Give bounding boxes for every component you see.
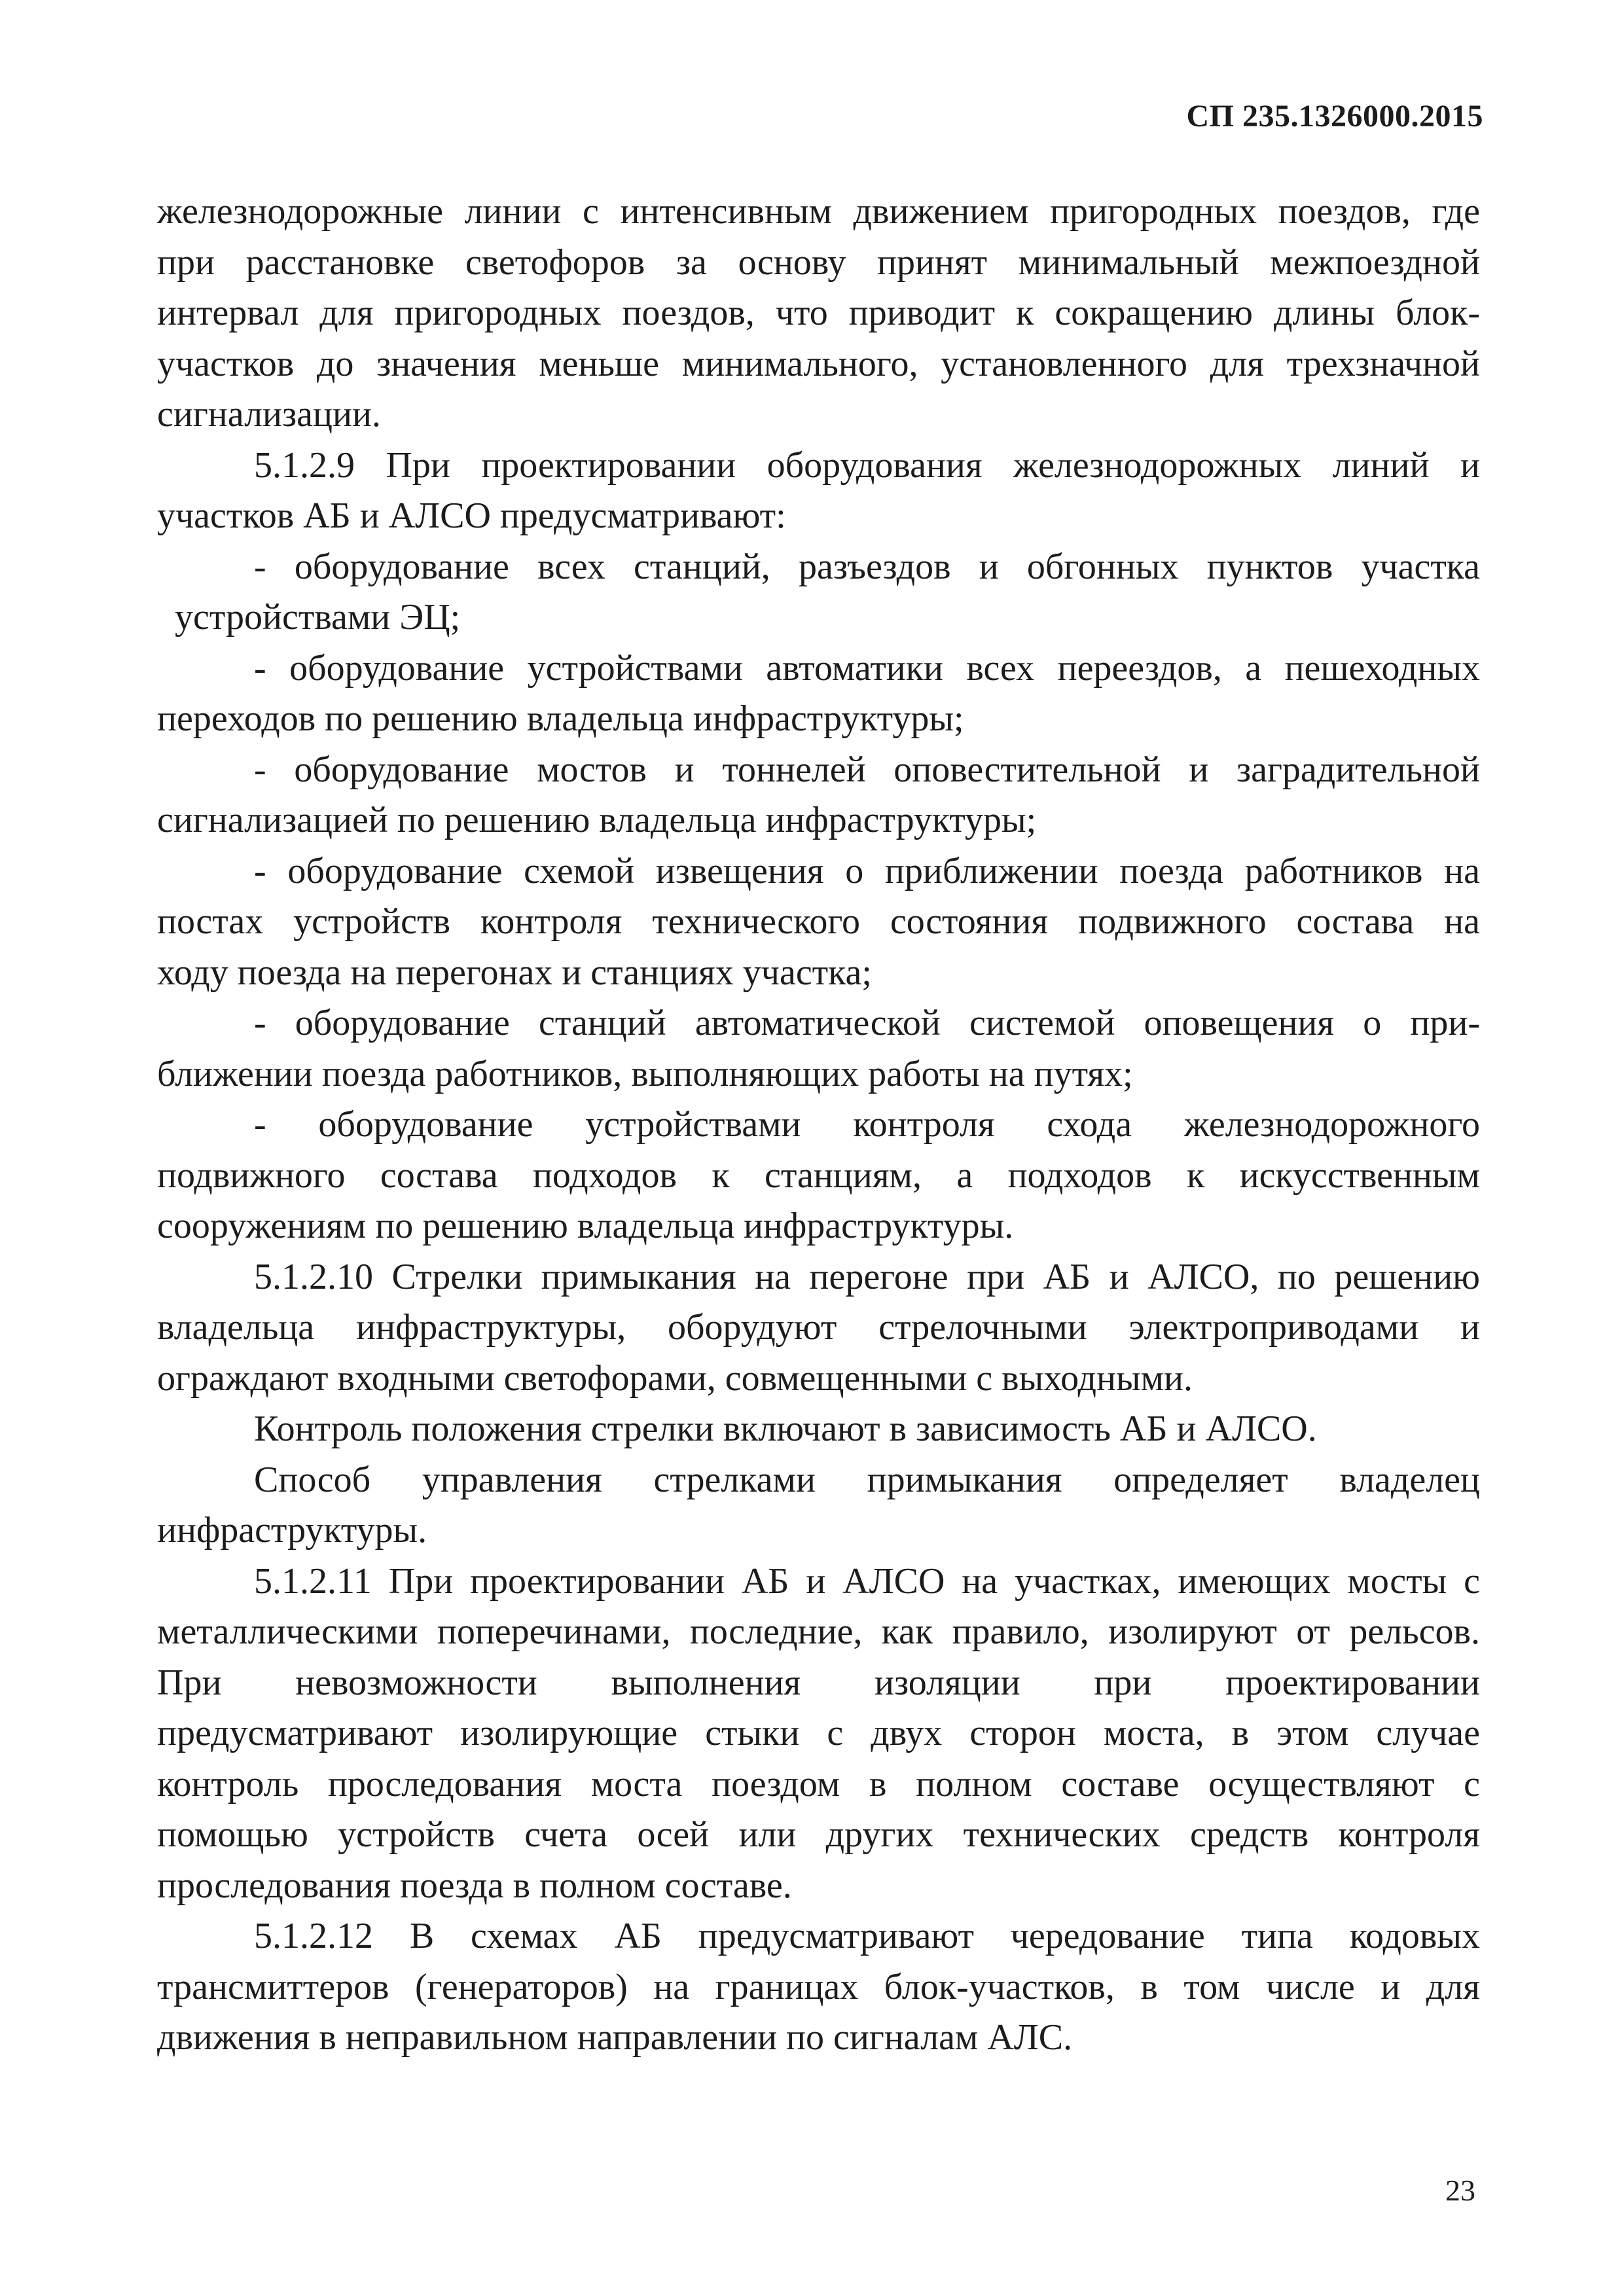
text-line: предусматривают изолирующие стыки с двух сторон моста, в этом случае <box>157 1713 1480 1753</box>
text-line: Способ управления стрелками примыкания определяет владелец <box>254 1459 1480 1500</box>
text-line: Контроль положения стрелки включают в зависимость АБ и АЛСО. <box>254 1408 1317 1449</box>
body-text <box>157 187 1480 2064</box>
text-line: подвижного состава подходов к станциям, а подходов к искусственным <box>157 1155 1480 1196</box>
text-line: ближении поезда работников, выполняющих работы на путях; <box>157 1053 1133 1094</box>
text-line: интервал для пригородных поездов, что приводит к сокращению длины блок- <box>157 293 1480 333</box>
text-line: движения в неправильном направлении по сигналам АЛС. <box>157 2017 1073 2058</box>
text-line: при расстановке светофоров за основу принят минимальный межпоездной <box>157 242 1480 283</box>
text-line: железнодорожные линии с интенсивным движением пригородных поездов, где <box>157 191 1480 232</box>
document-code-header: СП 235.1326000.2015 <box>1186 99 1483 134</box>
clause-5-1-2-12-line: 5.1.2.12 В схемах АБ предусматривают чередование типа кодовых <box>254 1916 1480 1956</box>
list-item-line: - оборудование устройствами контроля схода железнодорожного <box>254 1104 1480 1145</box>
text-line: контроль проследования моста поездом в полном составе осуществляют с <box>157 1763 1480 1804</box>
text-line: металлическими поперечинами, последние, как правило, изолируют от рельсов. <box>157 1611 1480 1652</box>
text-line: трансмиттеров (генераторов) на границах блок-участков, в том числе и для <box>157 1966 1480 2007</box>
list-item-line: - оборудование станций автоматической системой оповещения о при- <box>254 1003 1480 1043</box>
text-line: инфраструктуры. <box>157 1510 427 1551</box>
list-item-line: - оборудование мостов и тоннелей оповестительной и заградительной <box>254 749 1480 790</box>
clause-5-1-2-9-line: 5.1.2.9 При проектировании оборудования железнодорожных линий и <box>254 444 1480 486</box>
text-line: переходов по решению владельца инфраструктуры; <box>157 698 964 739</box>
clause-5-1-2-11-line: 5.1.2.11 При проектировании АБ и АЛСО на участках, имеющих мосты с <box>254 1560 1480 1602</box>
text-line: участков до значения меньше минимального, установленного для трехзначной <box>157 343 1480 384</box>
text-line: постах устройств контроля технического состояния подвижного состава на <box>157 901 1480 942</box>
page-number: 23 <box>1445 2174 1475 2207</box>
text-line: устройствами ЭЦ; <box>175 597 461 637</box>
text-line: владельца инфраструктуры, оборудуют стрелочными электроприводами и <box>157 1307 1480 1348</box>
text-line: сигнализацией по решению владельца инфраструктуры; <box>157 800 1037 840</box>
text-line: помощью устройств счета осей или других технических средств контроля <box>157 1814 1480 1855</box>
text-line: При невозможности выполнения изоляции при проектировании <box>157 1662 1480 1703</box>
list-item-line: - оборудование схемой извещения о приближении поезда работников на <box>254 850 1480 891</box>
text-line: сигнализации. <box>157 394 381 435</box>
list-item-line: - оборудование устройствами автоматики всех переездов, а пешеходных <box>254 647 1480 689</box>
text-line: участков АБ и АЛСО предусматривают: <box>157 495 786 536</box>
text-line: проследования поезда в полном составе. <box>157 1865 792 1906</box>
text-line: сооружениям по решению владельца инфраструктуры. <box>157 1206 1014 1246</box>
text-line: ходу поезда на перегонах и станциях участка; <box>157 952 872 993</box>
clause-5-1-2-10-line: 5.1.2.10 Стрелки примыкания на перегоне при АБ и АЛСО, по решению <box>254 1256 1480 1297</box>
text-line: ограждают входными светофорами, совмещенными с выходными. <box>157 1357 1193 1399</box>
list-item-line: - оборудование всех станций, разъездов и обгонных пунктов участка <box>254 546 1480 587</box>
